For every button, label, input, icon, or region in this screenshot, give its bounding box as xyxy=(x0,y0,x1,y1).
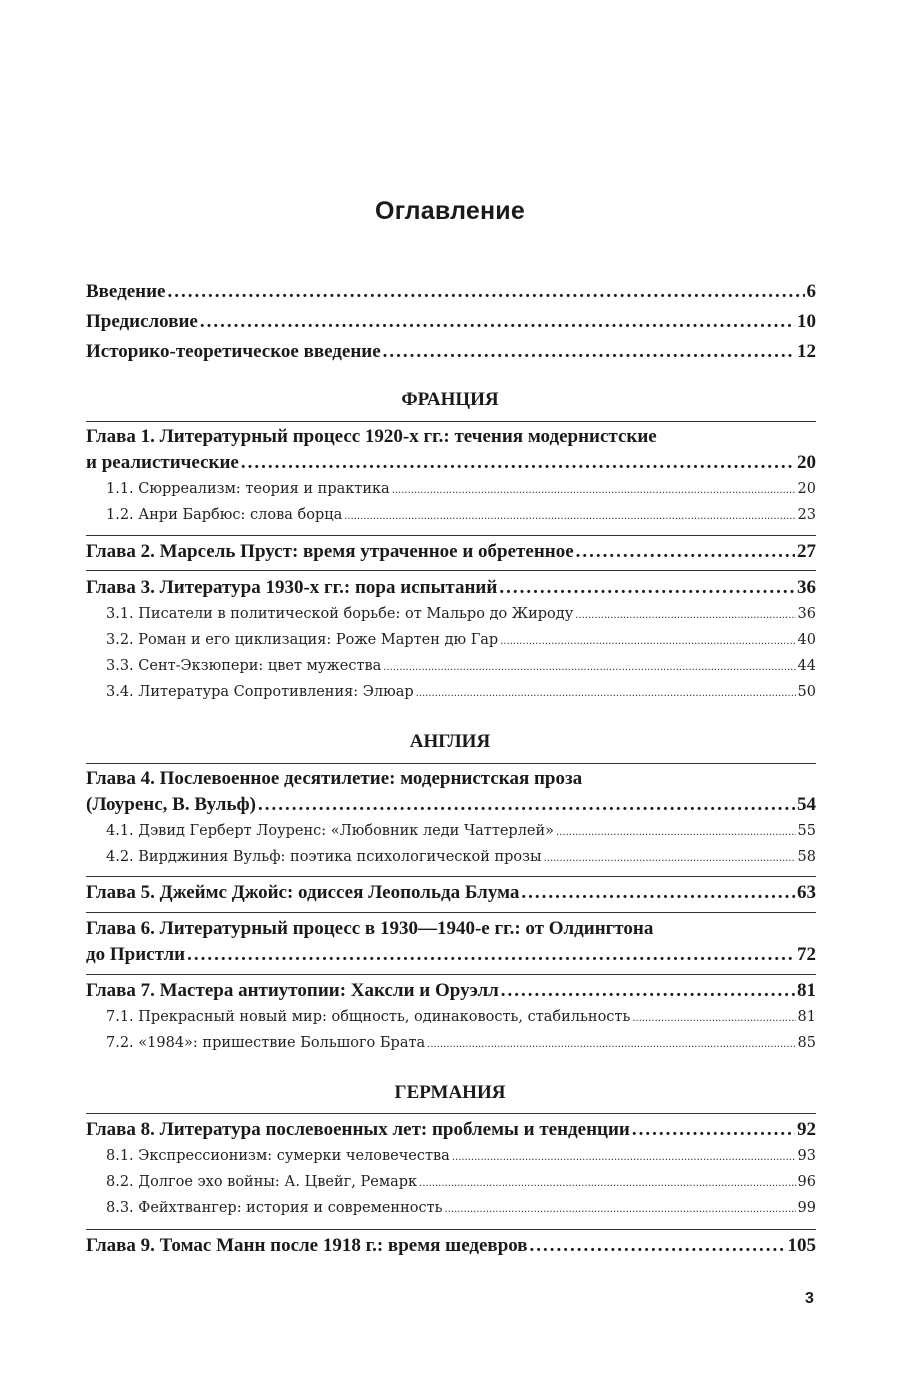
dot-leader xyxy=(632,1119,795,1141)
toc-entry-chapter-3 xyxy=(86,577,816,599)
entry-text: 8.3. Фейхтвангер: история и современность xyxy=(106,1200,443,1216)
dot-leader xyxy=(383,662,795,673)
entry-page: 93 xyxy=(797,1148,816,1164)
entry-page: 81 xyxy=(797,980,816,1001)
toc-entry-intro xyxy=(86,281,816,303)
entry-page: 36 xyxy=(797,577,816,598)
entry-divider xyxy=(86,912,816,913)
dot-leader xyxy=(241,452,795,474)
entry-page: 85 xyxy=(797,1035,816,1051)
entry-page: 54 xyxy=(797,794,816,815)
toc-subentry xyxy=(106,1174,816,1190)
toc-subentry xyxy=(106,1200,816,1216)
entry-page: 50 xyxy=(797,684,816,700)
entry-text: Глава 7. Мастера антиутопии: Хаксли и Оруэлл xyxy=(86,980,499,1001)
toc-subentry xyxy=(106,481,816,497)
entry-text: 3.1. Писатели в политической борьбе: от Мальро до Жироду xyxy=(106,606,574,622)
entry-page: 23 xyxy=(797,507,816,523)
dot-leader xyxy=(344,511,795,522)
entry-text: 4.2. Вирджиния Вульф: поэтика психологической прозы xyxy=(106,849,542,865)
toc-subentry xyxy=(106,1148,816,1164)
entry-text: Историко-теоретическое введение xyxy=(86,341,381,362)
dot-leader xyxy=(501,980,795,1002)
dot-leader xyxy=(445,1204,796,1215)
page-number: 3 xyxy=(805,1290,814,1307)
entry-page: 72 xyxy=(797,944,816,965)
entry-page: 36 xyxy=(797,606,816,622)
entry-page: 63 xyxy=(797,882,816,903)
dot-leader xyxy=(416,688,796,699)
entry-text: (Лоуренс, В. Вульф) xyxy=(86,794,256,815)
chapter-6-title-line1: Глава 6. Литературный процесс в 1930—1940-е гг.: от Олдингтона xyxy=(86,918,654,939)
toc-entry-historical-intro xyxy=(86,341,816,363)
dot-leader xyxy=(530,1235,786,1257)
entry-text: 7.1. Прекрасный новый мир: общность, одинаковость, стабильность xyxy=(106,1009,631,1025)
toc-subentry xyxy=(106,632,816,648)
entry-divider xyxy=(86,535,816,536)
entry-text: Глава 2. Марсель Пруст: время утраченное и обретенное xyxy=(86,541,574,562)
toc-entry-chapter-1 xyxy=(86,452,816,474)
entry-text: 7.2. «1984»: пришествие Большого Брата xyxy=(106,1035,426,1051)
entry-text: 4.1. Дэвид Герберт Лоуренс: «Любовник леди Чаттерлей» xyxy=(106,823,555,839)
section-heading-france: ФРАНЦИЯ xyxy=(401,389,499,410)
entry-page: 27 xyxy=(797,541,816,562)
section-divider xyxy=(86,421,816,422)
section-divider xyxy=(86,763,816,764)
dot-leader xyxy=(544,853,796,864)
dot-leader xyxy=(521,882,795,904)
toc-entry-chapter-8 xyxy=(86,1119,816,1141)
entry-divider xyxy=(86,1229,816,1230)
chapter-1-title-line1: Глава 1. Литературный процесс 1920-х гг.: течения модернистские xyxy=(86,426,657,447)
dot-leader xyxy=(258,794,795,816)
toc-subentry xyxy=(106,658,816,674)
entry-text: 8.2. Долгое эхо войны: А. Цвейг, Ремарк xyxy=(106,1174,418,1190)
toc-entry-preface xyxy=(86,311,816,333)
entry-page: 6 xyxy=(806,281,816,302)
toc-entry-chapter-9 xyxy=(86,1235,816,1257)
entry-text: 3.3. Сент-Экзюпери: цвет мужества xyxy=(106,658,382,674)
dot-leader xyxy=(168,281,805,303)
dot-leader xyxy=(556,827,796,838)
toc-subentry xyxy=(106,606,816,622)
section-divider xyxy=(86,1113,816,1114)
entry-text: 8.1. Экспрессионизм: сумерки человечества xyxy=(106,1148,450,1164)
dot-leader xyxy=(427,1039,795,1050)
entry-page: 44 xyxy=(797,658,816,674)
toc-subentry xyxy=(106,507,816,523)
entry-text: до Пристли xyxy=(86,944,186,965)
toc-entry-chapter-6 xyxy=(86,944,816,966)
dot-leader xyxy=(576,541,795,563)
entry-divider xyxy=(86,876,816,877)
dot-leader xyxy=(500,636,795,647)
dot-leader xyxy=(392,485,796,496)
entry-page: 105 xyxy=(787,1235,816,1256)
entry-text: 3.2. Роман и его циклизация: Роже Мартен дю Гар xyxy=(106,632,499,648)
entry-text: Глава 5. Джеймс Джойс: одиссея Леопольда Блума xyxy=(86,882,520,903)
entry-page: 20 xyxy=(797,481,816,497)
entry-divider xyxy=(86,974,816,975)
entry-page: 99 xyxy=(797,1200,816,1216)
entry-divider xyxy=(86,570,816,571)
toc-subentry xyxy=(106,823,816,839)
entry-text: Глава 8. Литература послевоенных лет: проблемы и тенденции xyxy=(86,1119,630,1140)
page-title: Оглавление xyxy=(375,197,525,225)
section-heading-england: АНГЛИЯ xyxy=(409,731,491,752)
entry-text: 1.2. Анри Барбюс: слова борца xyxy=(106,507,343,523)
dot-leader xyxy=(499,577,795,599)
dot-leader xyxy=(383,341,795,363)
dot-leader xyxy=(200,311,795,333)
toc-entry-chapter-2 xyxy=(86,541,816,563)
dot-leader xyxy=(419,1178,795,1189)
entry-page: 58 xyxy=(797,849,816,865)
entry-text: Глава 3. Литература 1930-х гг.: пора испытаний xyxy=(86,577,498,598)
entry-text: и реалистические xyxy=(86,452,239,473)
entry-page: 92 xyxy=(797,1119,816,1140)
entry-page: 81 xyxy=(797,1009,816,1025)
entry-text: Предисловие xyxy=(86,311,198,332)
entry-page: 10 xyxy=(797,311,816,332)
entry-page: 12 xyxy=(797,341,816,362)
toc-subentry xyxy=(106,849,816,865)
toc-entry-chapter-4 xyxy=(86,794,816,816)
entry-page: 40 xyxy=(797,632,816,648)
toc-entry-chapter-5 xyxy=(86,882,816,904)
chapter-4-title-line1: Глава 4. Послевоенное десятилетие: модернистская проза xyxy=(86,768,583,789)
dot-leader xyxy=(187,944,795,966)
dot-leader xyxy=(452,1152,796,1163)
toc-subentry xyxy=(106,684,816,700)
entry-text: 3.4. Литература Сопротивления: Элюар xyxy=(106,684,414,700)
toc-entry-chapter-7 xyxy=(86,980,816,1002)
entry-text: 1.1. Сюрреализм: теория и практика xyxy=(106,481,390,497)
entry-text: Глава 9. Томас Манн после 1918 г.: время шедевров xyxy=(86,1235,528,1256)
toc-subentry xyxy=(106,1009,816,1025)
dot-leader xyxy=(575,610,795,621)
section-heading-germany: ГЕРМАНИЯ xyxy=(394,1082,506,1103)
dot-leader xyxy=(632,1013,795,1024)
entry-page: 55 xyxy=(797,823,816,839)
entry-page: 96 xyxy=(797,1174,816,1190)
entry-text: Введение xyxy=(86,281,166,302)
toc-subentry xyxy=(106,1035,816,1051)
entry-page: 20 xyxy=(797,452,816,473)
